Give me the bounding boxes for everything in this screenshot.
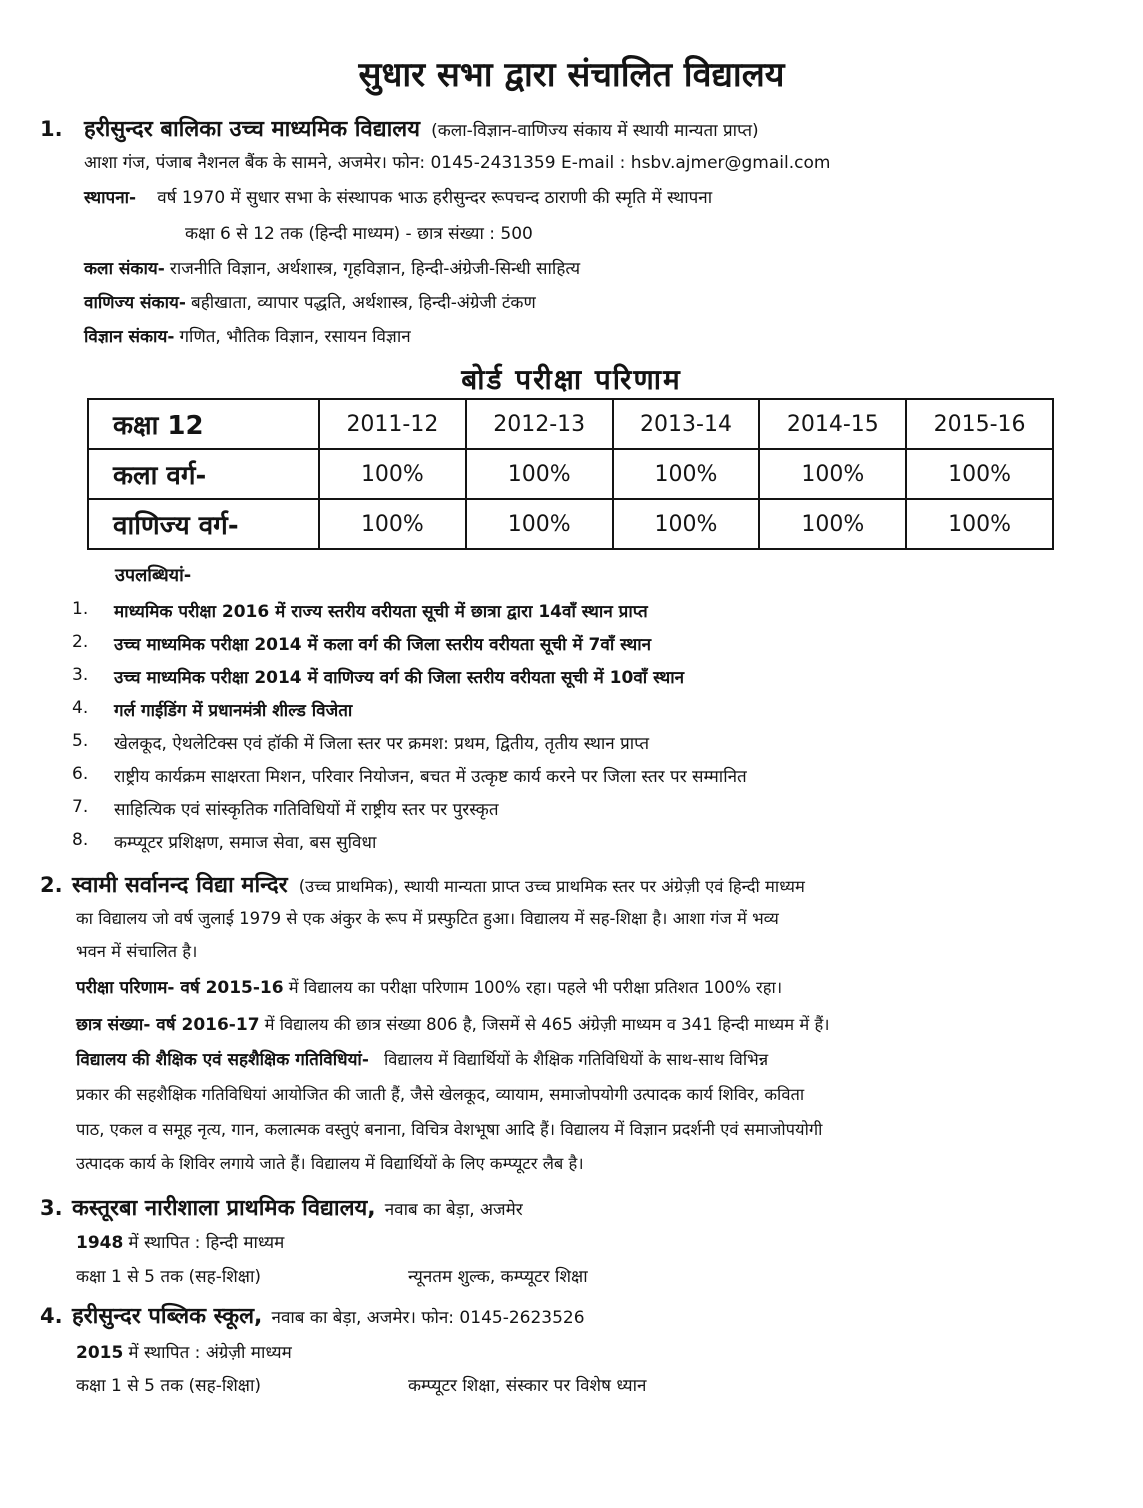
achievement-text: गर्ल गाईडिंग में प्रधानमंत्री शील्ड विजेता <box>114 701 353 721</box>
result-text: में विद्यालय का परीक्षा परिणाम 100% रहा। पहले भी परीक्षा प्रतिशत 100% रहा। <box>288 978 783 997</box>
founding-label: स्थापना- <box>84 188 137 208</box>
students-label: छात्र संख्या- वर्ष 2016-17 <box>76 1015 260 1035</box>
school3-est-year: 1948 <box>76 1233 124 1253</box>
school1-arts <box>84 256 580 279</box>
school4-est-text: में स्थापित : अंग्रेज़ी माध्यम <box>128 1343 292 1363</box>
school3-number: 3. <box>40 1196 63 1220</box>
school3-location: नवाब का बेड़ा, अजमेर <box>384 1200 523 1220</box>
school2-number: 2. <box>40 873 63 897</box>
school1-founding <box>84 185 712 208</box>
results-row-arts <box>88 449 1053 499</box>
commerce-text: बहीखाता, व्यापार पद्धति, अर्थशास्त्र, हिन्दी-अंग्रेजी टंकण <box>191 293 536 313</box>
school2-heading <box>72 869 805 899</box>
result-cell: 100% <box>613 449 760 499</box>
school4-heading <box>72 1300 585 1330</box>
school1-recognition: (कला-विज्ञान-वाणिज्य संकाय में स्थायी मान्यता प्राप्त) <box>431 121 759 141</box>
activities-label: विद्यालय की शैक्षिक एवं सहशैक्षिक गतिविधियां- <box>76 1050 369 1070</box>
achievement-number: 7. <box>72 797 89 817</box>
school1-heading <box>84 113 759 143</box>
achievement-text: उच्च माध्यमिक परीक्षा 2014 में वाणिज्य वर्ग की जिला स्तरीय वरीयता सूची में 10वाँ स्थान <box>114 668 685 688</box>
result-cell: 100% <box>466 449 613 499</box>
school1-science <box>84 324 411 347</box>
achievement-item <box>72 764 747 787</box>
school3-est-text: में स्थापित : हिन्दी माध्यम <box>128 1233 285 1253</box>
achievement-item <box>72 731 650 754</box>
result-cell: 100% <box>319 499 466 549</box>
arts-label: कला संकाय- <box>84 259 165 279</box>
school2-activities <box>76 1047 768 1070</box>
school4-location: नवाब का बेड़ा, अजमेर। फोन: 0145-2623526 <box>271 1308 585 1328</box>
school2-intro-line2: का विद्यालय जो वर्ष जुलाई 1979 से एक अंकुर के रूप में प्रस्फुटित हुआ। विद्यालय में सह-शिक्षा है। आशा गंज में भव्य <box>76 909 779 928</box>
science-label: विज्ञान संकाय- <box>84 327 175 347</box>
achievement-number: 1. <box>72 599 89 619</box>
achievement-number: 5. <box>72 731 89 751</box>
activities-line1: विद्यालय में विद्यार्थियों के शैक्षिक गतिविधियों के साथ-साथ विभिन्न <box>383 1050 769 1069</box>
school2-result <box>76 975 782 998</box>
achievement-text: साहित्यिक एवं सांस्कृतिक गतिविधियों में राष्ट्रीय स्तर पर पुरस्कृत <box>114 800 499 820</box>
achievements-heading: उपलब्धियां- <box>115 565 192 586</box>
row-label: वाणिज्य वर्ग- <box>88 499 319 549</box>
school4-classes: कक्षा 1 से 5 तक (सह-शिक्षा) <box>76 1376 262 1396</box>
result-cell: 100% <box>906 449 1053 499</box>
school3-heading <box>72 1192 523 1222</box>
students-text: में विद्यालय की छात्र संख्या 806 है, जिसमें से 465 अंग्रेज़ी माध्यम व 341 हिन्दी माध्यम में हैं। <box>264 1015 830 1034</box>
year-cell: 2015-16 <box>906 399 1053 449</box>
achievement-number: 8. <box>72 830 89 850</box>
achievement-number: 6. <box>72 764 89 784</box>
achievement-item <box>72 797 499 820</box>
school1-address: आशा गंज, पंजाब नैशनल बैंक के सामने, अजमेर। फोन: 0145-2431359 E-mail : hsbv.ajmer@gmail.com <box>84 153 831 173</box>
results-header-label: कक्षा 12 <box>88 399 319 449</box>
school2-intro-line1: (उच्च प्राथमिक), स्थायी मान्यता प्राप्त उच्च प्राथमिक स्तर पर अंग्रेज़ी एवं हिन्दी माध्यम <box>298 877 805 896</box>
school4-name: हरीसुन्दर पब्लिक स्कूल, <box>72 1304 263 1329</box>
school1-classes: कक्षा 6 से 12 तक (हिन्दी माध्यम) - छात्र संख्या : 500 <box>185 224 533 244</box>
commerce-label: वाणिज्य संकाय- <box>84 293 186 313</box>
achievement-text: उच्च माध्यमिक परीक्षा 2014 में कला वर्ग की जिला स्तरीय वरीयता सूची में 7वाँ स्थान <box>114 635 652 655</box>
school2-name: स्वामी सर्वानन्द विद्या मन्दिर <box>72 873 288 898</box>
school2-intro-line3: भवन में संचालित है। <box>76 942 198 961</box>
result-cell: 100% <box>319 449 466 499</box>
science-text: गणित, भौतिक विज्ञान, रसायन विज्ञान <box>179 327 411 347</box>
year-cell: 2012-13 <box>466 399 613 449</box>
achievement-text: खेलकूद, ऐथलेटिक्स एवं हॉकी में जिला स्तर पर क्रमश: प्रथम, द्वितीय, तृतीय स्थान प्राप्त <box>114 734 650 754</box>
school1-name: हरीसुन्दर बालिका उच्च माध्यमिक विद्यालय <box>84 117 420 142</box>
school3-classes: कक्षा 1 से 5 तक (सह-शिक्षा) <box>76 1267 262 1287</box>
achievement-item <box>72 599 648 622</box>
page-title: सुधार सभा द्वारा संचालित विद्यालय <box>358 55 785 95</box>
result-label: परीक्षा परिणाम- वर्ष 2015-16 <box>76 978 284 998</box>
achievement-number: 3. <box>72 665 89 685</box>
school4-established <box>76 1340 292 1363</box>
school1-number: 1. <box>40 117 63 141</box>
achievement-item <box>72 632 652 655</box>
school2-students <box>76 1012 829 1035</box>
year-cell: 2013-14 <box>613 399 760 449</box>
achievement-number: 2. <box>72 632 89 652</box>
achievement-text: राष्ट्रीय कार्यक्रम साक्षरता मिशन, परिवार नियोजन, बचत में उत्कृष्ट कार्य करने पर जिला स्तर पर सम्मानित <box>114 767 747 787</box>
activities-line4: उत्पादक कार्य के शिविर लगाये जाते हैं। विद्यालय में विद्यार्थियों के लिए कम्प्यूटर लैब है। <box>76 1154 584 1173</box>
result-cell: 100% <box>759 449 906 499</box>
achievement-text: माध्यमिक परीक्षा 2016 में राज्य स्तरीय वरीयता सूची में छात्रा द्वारा 14वाँ स्थान प्राप्त <box>114 602 648 622</box>
achievement-item <box>72 698 353 721</box>
result-cell: 100% <box>906 499 1053 549</box>
activities-line3: पाठ, एकल व समूह नृत्य, गान, कलात्मक वस्तुएं बनाना, विचित्र वेशभूषा आदि हैं। विद्यालय में विज्ञान प्रदर्शनी एवं समाजोपयोगी <box>76 1120 823 1139</box>
results-row-commerce <box>88 499 1053 549</box>
school3-established <box>76 1230 284 1253</box>
result-cell: 100% <box>466 499 613 549</box>
arts-text: राजनीति विज्ञान, अर्थशास्त्र, गृहविज्ञान, हिन्दी-अंग्रेजी-सिन्धी साहित्य <box>169 259 581 279</box>
school3-name: कस्तूरबा नारीशाला प्राथमिक विद्यालय, <box>72 1196 376 1221</box>
founding-text: वर्ष 1970 में सुधार सभा के संस्थापक भाऊ हरीसुन्दर रूपचन्द ठाराणी की स्मृति में स्थापना <box>157 188 713 208</box>
school1-commerce <box>84 290 536 313</box>
results-table <box>87 398 1054 550</box>
result-cell: 100% <box>759 499 906 549</box>
result-cell: 100% <box>613 499 760 549</box>
school3-features: न्यूनतम शुल्क, कम्प्यूटर शिक्षा <box>408 1267 588 1287</box>
school4-number: 4. <box>40 1304 63 1328</box>
achievement-item <box>72 830 377 853</box>
year-cell: 2011-12 <box>319 399 466 449</box>
activities-line2: प्रकार की सहशैक्षिक गतिविधियां आयोजित की जाती हैं, जैसे खेलकूद, व्यायाम, समाजोपयोगी उत्पादक कार्य शिविर, कविता <box>76 1085 805 1104</box>
results-header-row <box>88 399 1053 449</box>
year-cell: 2014-15 <box>759 399 906 449</box>
school4-features: कम्प्यूटर शिक्षा, संस्कार पर विशेष ध्यान <box>408 1376 647 1396</box>
achievement-item <box>72 665 685 688</box>
row-label: कला वर्ग- <box>88 449 319 499</box>
achievement-text: कम्प्यूटर प्रशिक्षण, समाज सेवा, बस सुविधा <box>114 833 377 853</box>
achievement-number: 4. <box>72 698 89 718</box>
results-heading: बोर्ड परीक्षा परिणाम <box>461 363 682 396</box>
school4-est-year: 2015 <box>76 1343 124 1363</box>
